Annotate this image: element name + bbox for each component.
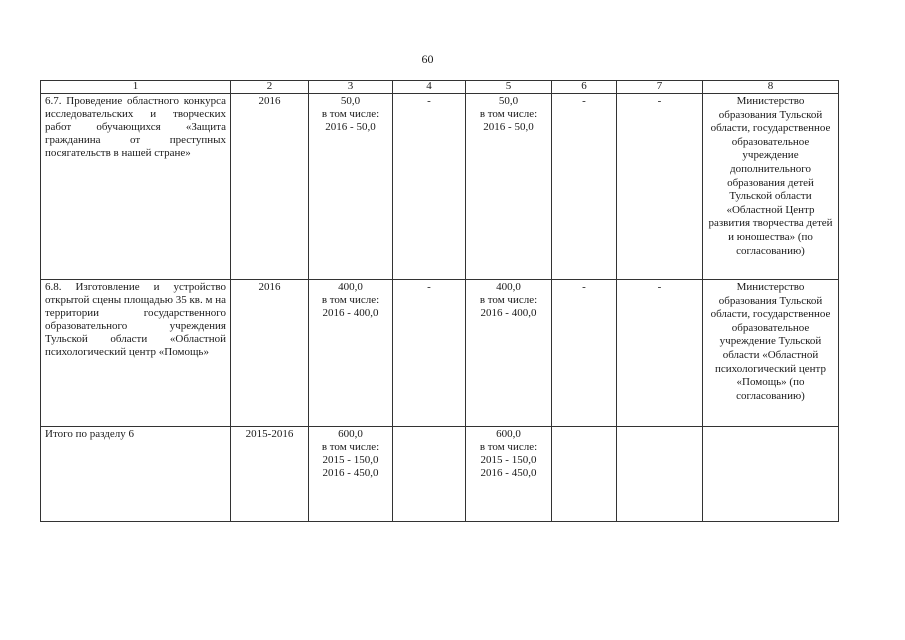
- column-header-6: 6: [552, 81, 617, 94]
- column-5-cell: 50,0 в том числе: 2016 - 50,0: [466, 94, 552, 280]
- column-4-cell: -: [393, 280, 466, 427]
- column-header-3: 3: [309, 81, 393, 94]
- total-funding-cell: 600,0 в том числе: 2015 - 150,0 2016 - 450,0: [309, 427, 393, 522]
- measure-name-cell: 6.8. Изготовление и устройство открытой сцены площадью 35 кв. м на территории государственного образовательного учреждения Тульской области «Областной психологический центр «Помощь»: [41, 280, 231, 427]
- table-row-total: [41, 427, 839, 522]
- column-6-cell: [552, 427, 617, 522]
- column-header-1: 1: [41, 81, 231, 94]
- column-header-5: 5: [466, 81, 552, 94]
- executor-cell: Министерство образования Тульской области, государственное образовательное учреждение Тульской области «Областной психологический центр «Помощь» (по согласованию): [703, 280, 839, 427]
- column-6-cell: -: [552, 94, 617, 280]
- column-4-cell: [393, 427, 466, 522]
- header-row: [41, 81, 839, 94]
- executor-cell: Министерство образования Тульской области, государственное образовательное учреждение дополнительного образования детей Тульской области «Областной Центр развития творчества детей и юношества» (по согласованию): [703, 94, 839, 280]
- column-header-2: 2: [231, 81, 309, 94]
- column-7-cell: -: [617, 94, 703, 280]
- column-6-cell: -: [552, 280, 617, 427]
- column-header-7: 7: [617, 81, 703, 94]
- period-cell: 2016: [231, 280, 309, 427]
- column-4-cell: -: [393, 94, 466, 280]
- measure-name-cell: 6.7. Проведение областного конкурса исследовательских и творческих работ обучающихся «Защита гражданина от преступных посягательств в нашей стране»: [41, 94, 231, 280]
- total-funding-cell: 400,0 в том числе: 2016 - 400,0: [309, 280, 393, 427]
- column-5-cell: 400,0 в том числе: 2016 - 400,0: [466, 280, 552, 427]
- total-label-cell: Итого по разделу 6: [41, 427, 231, 522]
- column-7-cell: [617, 427, 703, 522]
- column-header-8: 8: [703, 81, 839, 94]
- page-number: 60: [421, 52, 434, 66]
- table-row: [41, 94, 839, 280]
- table-row: [41, 280, 839, 427]
- total-funding-cell: 50,0 в том числе: 2016 - 50,0: [309, 94, 393, 280]
- column-5-cell: 600,0 в том числе: 2015 - 150,0 2016 - 450,0: [466, 427, 552, 522]
- column-7-cell: -: [617, 280, 703, 427]
- period-cell: 2016: [231, 94, 309, 280]
- column-header-4: 4: [393, 81, 466, 94]
- period-cell: 2015-2016: [231, 427, 309, 522]
- program-table: [40, 80, 839, 522]
- executor-cell: [703, 427, 839, 522]
